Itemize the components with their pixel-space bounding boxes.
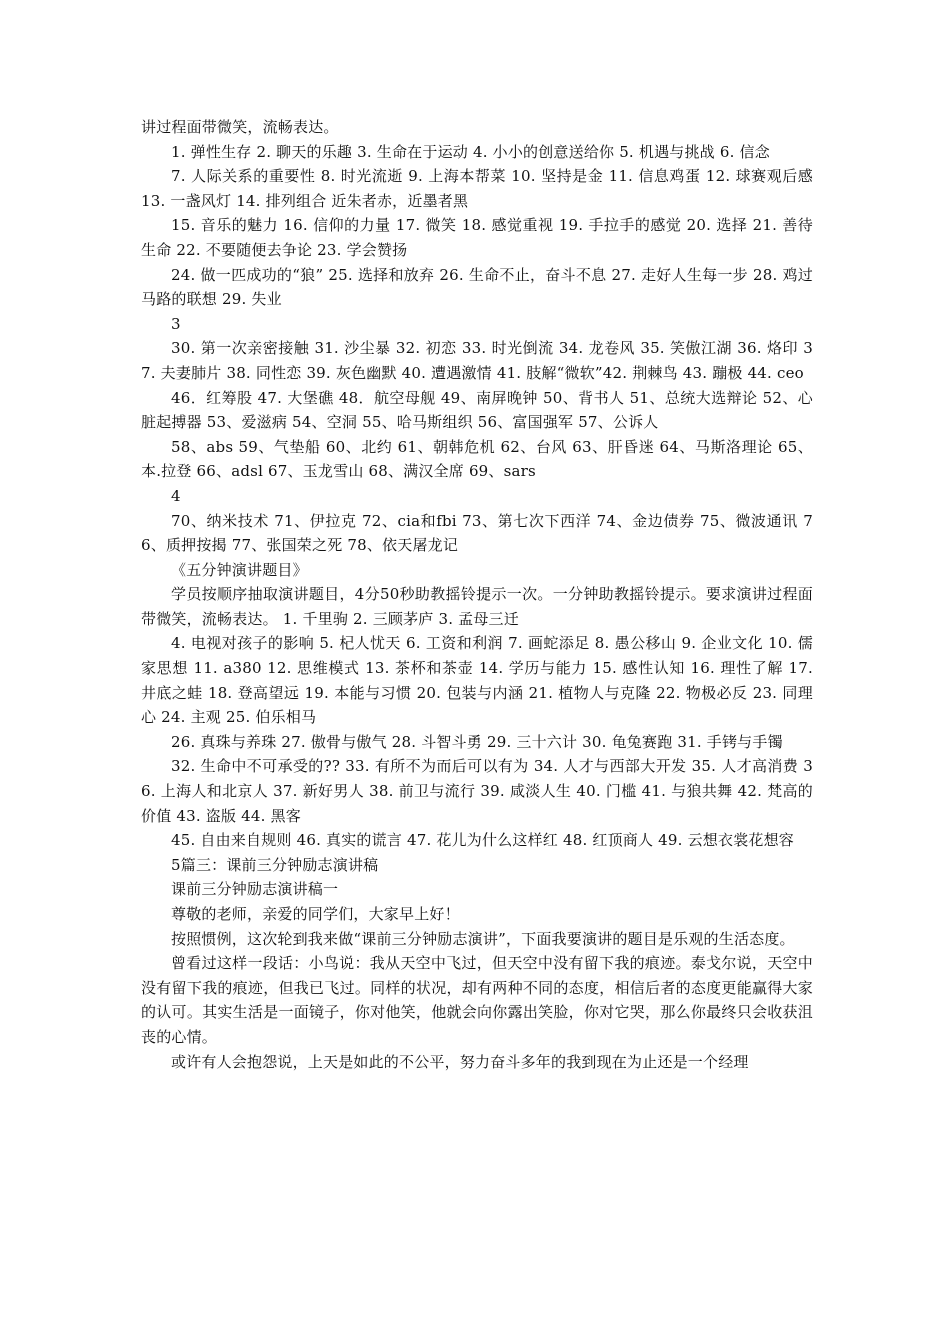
- paragraph: 45. 自由来自规则 46. 真实的谎言 47. 花儿为什么这样红 48. 红顶商人 49. 云想衣裳花想容: [171, 831, 794, 850]
- paragraph: 学员按顺序抽取演讲题目，4分50秒助教摇铃提示一次。一分钟助教摇铃提示。要求演讲过程面带微笑，流畅表达。 1. 千里驹 2. 三顾茅庐 3. 孟母三迁: [141, 585, 813, 628]
- paragraph: 4: [171, 486, 181, 505]
- paragraph: 24. 做一匹成功的“狼” 25. 选择和放弃 26. 生命不止，奋斗不息 27. 走好人生每一步 28. 鸡过马路的联想 29. 失业: [141, 265, 813, 309]
- paragraph: 曾看过这样一段话：小鸟说：我从天空中飞过，但天空中没有留下我的痕迹。泰戈尔说，天空中没有留下我的痕迹，但我已飞过。同样的状况，却有两种不同的态度，相信后者的态度更能赢得大家的认可。其实生活是一面镜子，你对他笑，他就会向你露出笑脸，你对它哭，那么你最终只会收获沮丧的心情。: [141, 954, 813, 1046]
- paragraph: 32. 生命中不可承受的?? 33. 有所不为而后可以有为 34. 人才与西部大开发 35. 人才高消费 36. 上海人和北京人 37. 新好男人 38. 前卫与流行 39. 咸淡人生 40. 门槛 41. 与狼共舞 42. 梵高的价值 43. 盗版 44. 黑客: [141, 757, 813, 825]
- paragraph: 《五分钟演讲题目》: [171, 560, 308, 579]
- paragraph: 或许有人会抱怨说，上天是如此的不公平，努力奋斗多年的我到现在为止还是一个经理: [171, 1052, 749, 1071]
- paragraph: 58、abs 59、气垫船 60、北约 61、朝韩危机 62、台风 63、肝昏迷 64、马斯洛理论 65、本.拉登 66、adsl 67、玉龙雪山 68、满汉全席 69、sars: [141, 437, 813, 481]
- paragraph: 70、纳米技术 71、伊拉克 72、cia和fbi 73、第七次下西洋 74、金边债券 75、微波通讯 76、质押按揭 77、张国荣之死 78、依天屠龙记: [141, 511, 813, 555]
- paragraph: 按照惯例，这次轮到我来做“课前三分钟励志演讲”，下面我要演讲的题目是乐观的生活态度。: [171, 929, 795, 948]
- paragraph: 3: [171, 314, 181, 333]
- paragraph: 4. 电视对孩子的影响 5. 杞人忧天 6. 工资和利润 7. 画蛇添足 8. 愚公移山 9. 企业文化 10. 儒家思想 11. a380 12. 思维模式 13. 茶杯和茶壶 14. 学历与能力 15. 感性认知 16. 理性了解 17. 井底之蛙 18. 登高望远 19. 本能与习惯 20. 包装与内涵 21. 植物人与克隆 22. 物极必反 23. 同理心 24. 主观 25. 伯乐相马: [141, 634, 813, 727]
- paragraph: 26. 真珠与养珠 27. 傲骨与傲气 28. 斗智斗勇 29. 三十六计 30. 龟兔赛跑 31. 手铐与手镯: [171, 732, 783, 751]
- paragraph: 46．红筹股 47. 大堡礁 48．航空母舰 49、南屏晚钟 50、背书人 51、总统大选辩论 52、心脏起搏器 53、爱滋病 54、空洞 55、哈马斯组织 56、富国强军 57、公诉人: [141, 388, 813, 432]
- document-body: [141, 115, 813, 1074]
- paragraph: 30. 第一次亲密接触 31. 沙尘暴 32. 初恋 33. 时光倒流 34. 龙卷风 35. 笑傲江湖 36. 烙印 37. 夫妻肺片 38. 同性恋 39. 灰色幽默 40. 遭遇激情 41. 肢解“微软”42. 荆棘鸟 43. 蹦极 44. ceo: [141, 339, 813, 382]
- paragraph: 课前三分钟励志演讲稿一: [171, 880, 339, 899]
- paragraph: 尊敬的老师，亲爱的同学们，大家早上好！: [171, 905, 460, 923]
- paragraph: 5篇三：课前三分钟励志演讲稿: [171, 855, 379, 874]
- paragraph: 1. 弹性生存 2. 聊天的乐趣 3. 生命在于运动 4. 小小的创意送给你 5. 机遇与挑战 6. 信念: [171, 142, 770, 161]
- paragraph: 7. 人际关系的重要性 8. 时光流逝 9. 上海本帮菜 10. 坚持是金 11. 信息鸡蛋 12. 球赛观后感 13. 一盏风灯 14. 排列组合 近朱者赤，近墨者黑: [141, 167, 813, 210]
- paragraph: 讲过程面带微笑，流畅表达。: [141, 118, 339, 136]
- paragraph: 15. 音乐的魅力 16. 信仰的力量 17. 微笑 18. 感觉重视 19. 手拉手的感觉 20. 选择 21. 善待生命 22. 不要随便去争论 23. 学会赞扬: [141, 216, 813, 259]
